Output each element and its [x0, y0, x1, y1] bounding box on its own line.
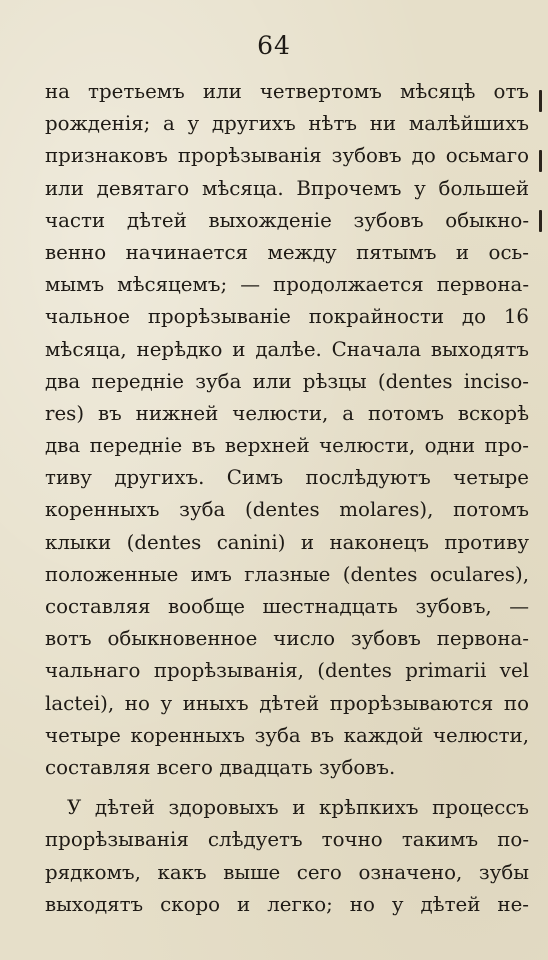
text-line: чальное прорѣзываніе покрайности до 16: [45, 305, 529, 329]
edge-mark: [539, 90, 542, 112]
text-line: мымъ мѣсяцемъ; — продолжается первона-: [45, 273, 529, 297]
text-line: признаковъ прорѣзыванія зубовъ до осьмаго: [45, 144, 529, 168]
text-line: два переднie зуба или рѣзцы (dentes inciso-: [45, 369, 529, 393]
page-number: 64: [257, 31, 291, 60]
edge-mark: [539, 210, 542, 232]
text-line: венно начинается между пятымъ и ось-: [45, 240, 529, 264]
text-line: прорѣзыванія слѣдуетъ точно такимъ по-: [45, 828, 529, 852]
paragraph-2: [45, 792, 529, 921]
page-text: [45, 76, 529, 921]
text-line: чальнаго прорѣзыванія, (dentes primarii vel: [45, 659, 529, 683]
text-line: res) въ нижней челюсти, а потомъ вскорѣ: [45, 401, 529, 425]
text-line: У дѣтей здоровыхъ и крѣпкихъ процессъ: [67, 796, 529, 820]
text-line: четыре коренныхъ зуба въ каждой челюсти,: [45, 723, 529, 747]
text-line: два передніе въ верхней челюсти, одни про-: [45, 434, 529, 458]
paragraph-1: [45, 76, 529, 784]
text-line: или девятаго мѣсяца. Впрочемъ у большей: [45, 176, 529, 200]
text-line: тиву другихъ. Симъ послѣдуютъ четыре: [45, 466, 529, 490]
text-line: рядкомъ, какъ выше сего означено, зубы: [45, 860, 529, 884]
text-line: составляя всего двадцать зубовъ.: [45, 755, 396, 779]
text-line: рожденія; а у другихъ нѣтъ ни малѣйшихъ: [45, 112, 529, 136]
text-line: вотъ обыкновенное число зубовъ первона-: [45, 627, 529, 651]
text-line: lactei), но у иныхъ дѣтей прорѣзываются по: [45, 691, 529, 715]
edge-mark: [539, 150, 542, 172]
text-line: на третьемъ или четвертомъ мѣсяцѣ отъ: [45, 80, 529, 103]
paragraph-gap: [45, 784, 529, 792]
text-line: составляя вообще шестнадцать зубовъ, —: [45, 595, 529, 618]
text-line: клыки (dentes canini) и наконецъ противу: [45, 530, 529, 554]
text-line: коренныхъ зуба (dentes molares), потомъ: [45, 498, 529, 522]
text-line: выходятъ скоро и легко; но у дѣтей не-: [45, 892, 529, 916]
text-line: мѣсяца, нерѣдко и далѣе. Сначала выходятъ: [45, 337, 529, 361]
text-line: положенные имъ глазные (dentes oculares),: [45, 562, 529, 586]
text-line: части дѣтей выхожденіе зубовъ обыкно-: [45, 208, 529, 232]
